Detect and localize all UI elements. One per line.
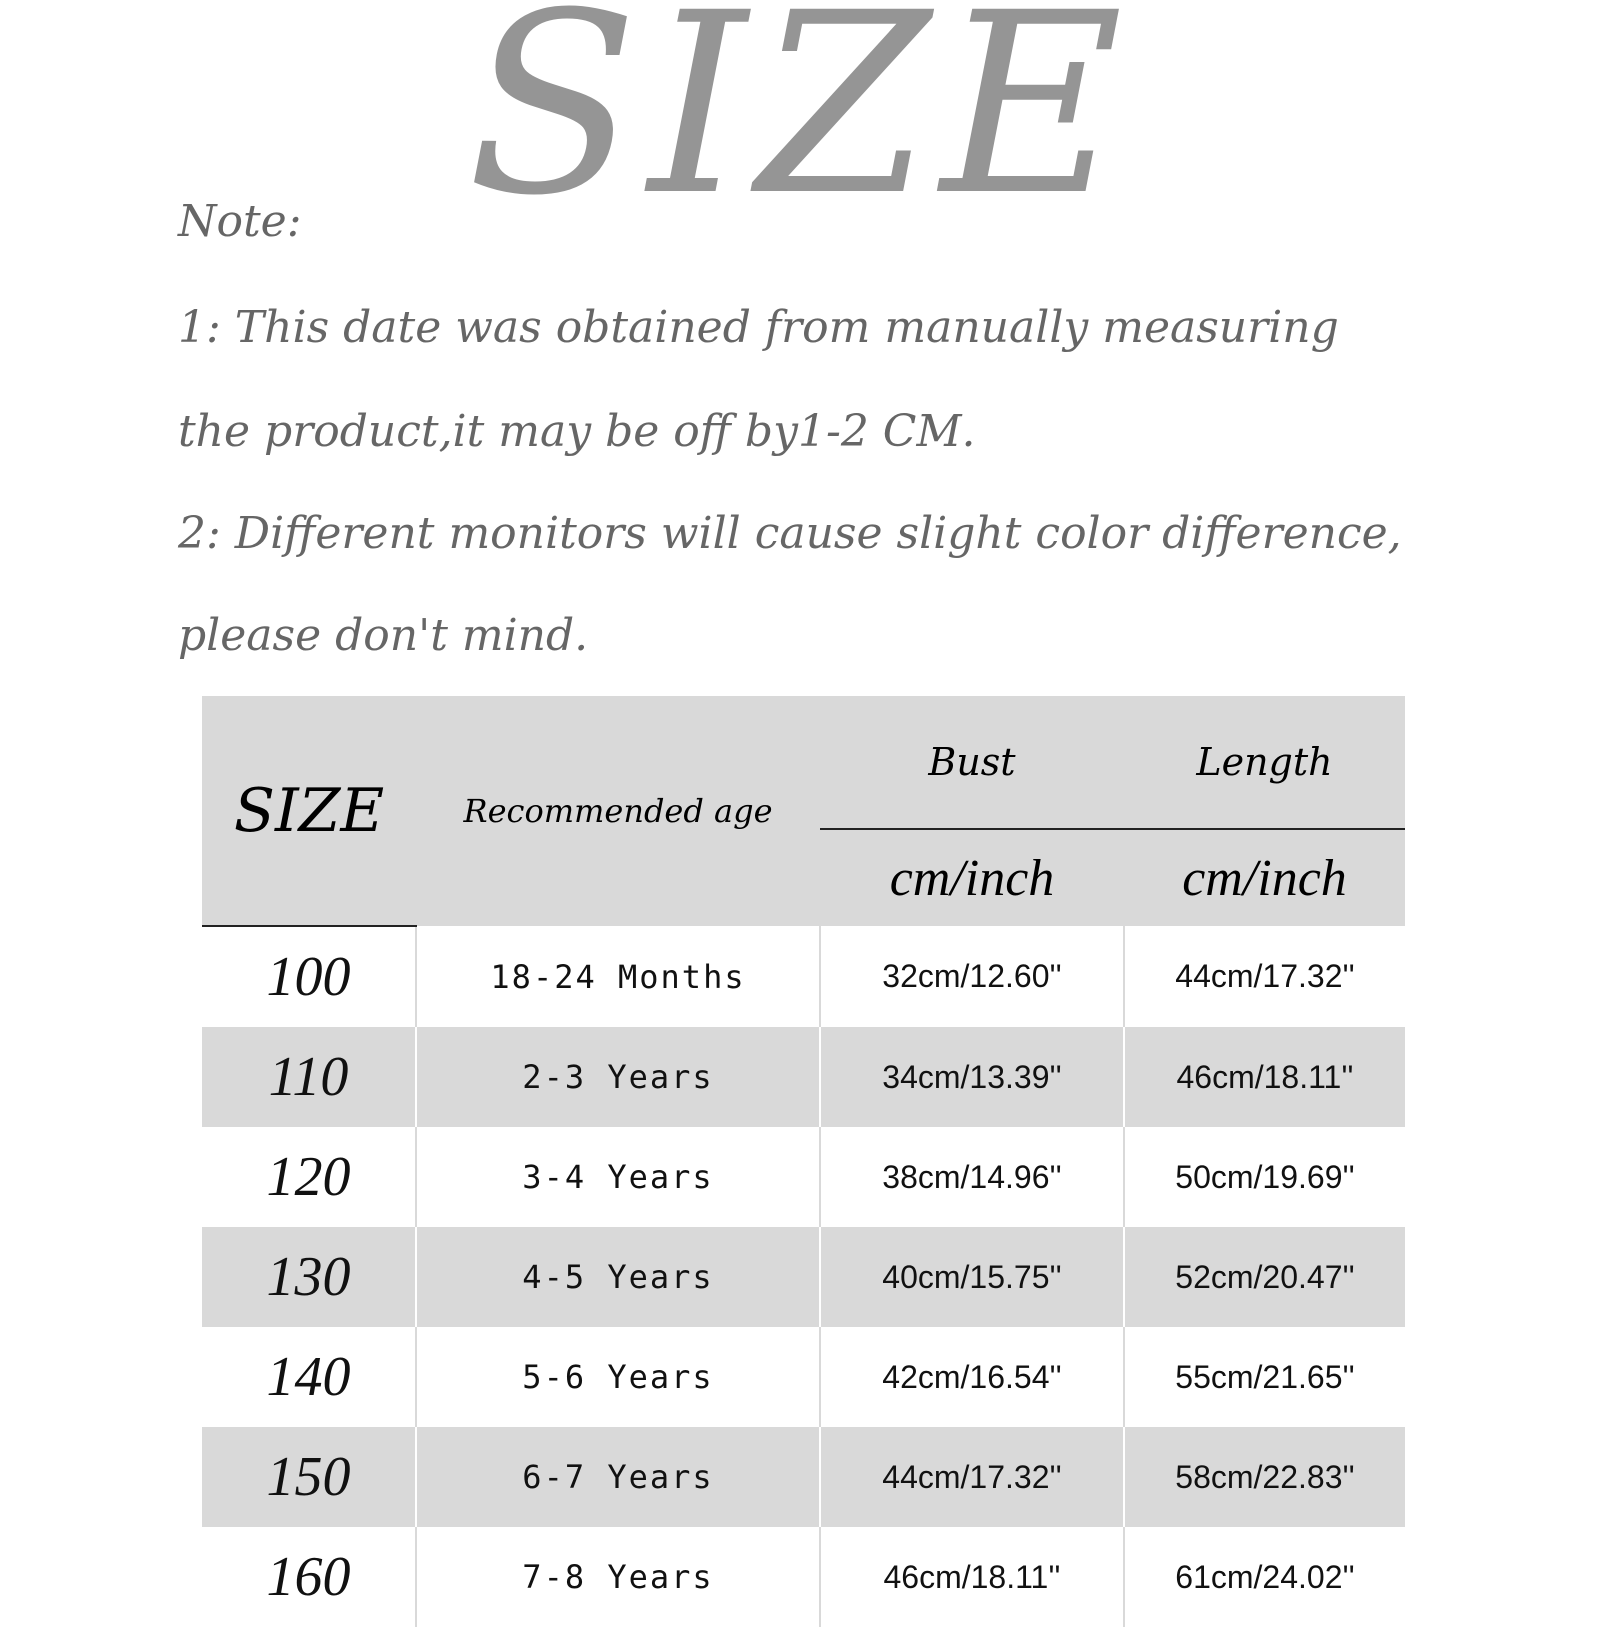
page-title: SIZE xyxy=(466,0,1134,250)
size-cell: 110 xyxy=(202,1027,416,1127)
length-cell: 61cm/24.02'' xyxy=(1124,1527,1405,1627)
note-line-4: please don't mind. xyxy=(178,610,589,661)
table-row xyxy=(202,1427,1405,1527)
age-cell: 4-5 Years xyxy=(416,1227,820,1327)
length-cell: 46cm/18.11'' xyxy=(1124,1027,1405,1127)
age-cell: 6-7 Years xyxy=(416,1427,820,1527)
size-cell: 160 xyxy=(266,1546,351,1608)
age-cell: 18-24 Months xyxy=(416,926,820,1027)
bust-cell: 40cm/15.75'' xyxy=(820,1227,1124,1327)
size-cell: 150 xyxy=(202,1427,416,1527)
size-cell: 120 xyxy=(266,1146,351,1208)
header-size: SIZE xyxy=(202,696,416,926)
bust-cell: 44cm/17.32'' xyxy=(820,1427,1124,1527)
bust-cell: 38cm/14.96'' xyxy=(820,1127,1124,1227)
table-row xyxy=(202,926,1405,1027)
table-row xyxy=(202,1027,1405,1127)
size-chart-table xyxy=(202,696,1405,1627)
note-heading: Note: xyxy=(178,196,302,247)
table-row xyxy=(202,1227,1405,1327)
table-row xyxy=(202,1527,1405,1627)
size-cell: 100 xyxy=(266,946,351,1008)
age-cell: 2-3 Years xyxy=(416,1027,820,1127)
table-row xyxy=(202,1327,1405,1427)
header-bust-unit: cm/inch xyxy=(820,829,1124,926)
length-cell: 44cm/17.32'' xyxy=(1124,926,1405,1027)
note-line-2: the product,it may be off by1-2 CM. xyxy=(178,406,976,457)
header-recommended-age: Recommended age xyxy=(416,696,820,926)
length-cell: 58cm/22.83'' xyxy=(1124,1427,1405,1527)
note-line-3: 2: Different monitors will cause slight color difference, xyxy=(178,508,1402,559)
age-cell: 3-4 Years xyxy=(416,1127,820,1227)
size-cell: 130 xyxy=(202,1227,416,1327)
bust-cell: 34cm/13.39'' xyxy=(820,1027,1124,1127)
age-cell: 5-6 Years xyxy=(416,1327,820,1427)
table-row xyxy=(202,1127,1405,1227)
bust-cell: 46cm/18.11'' xyxy=(820,1527,1124,1627)
note-line-1: 1: This date was obtained from manually measuring xyxy=(178,302,1339,353)
length-cell: 55cm/21.65'' xyxy=(1124,1327,1405,1427)
size-cell: 140 xyxy=(266,1346,351,1408)
header-length-unit: cm/inch xyxy=(1124,829,1405,926)
header-bust: Bust xyxy=(820,696,1124,829)
length-cell: 50cm/19.69'' xyxy=(1124,1127,1405,1227)
bust-cell: 42cm/16.54'' xyxy=(820,1327,1124,1427)
bust-cell: 32cm/12.60'' xyxy=(820,926,1124,1027)
length-cell: 52cm/20.47'' xyxy=(1124,1227,1405,1327)
header-length: Length xyxy=(1124,696,1405,829)
age-cell: 7-8 Years xyxy=(416,1527,820,1627)
